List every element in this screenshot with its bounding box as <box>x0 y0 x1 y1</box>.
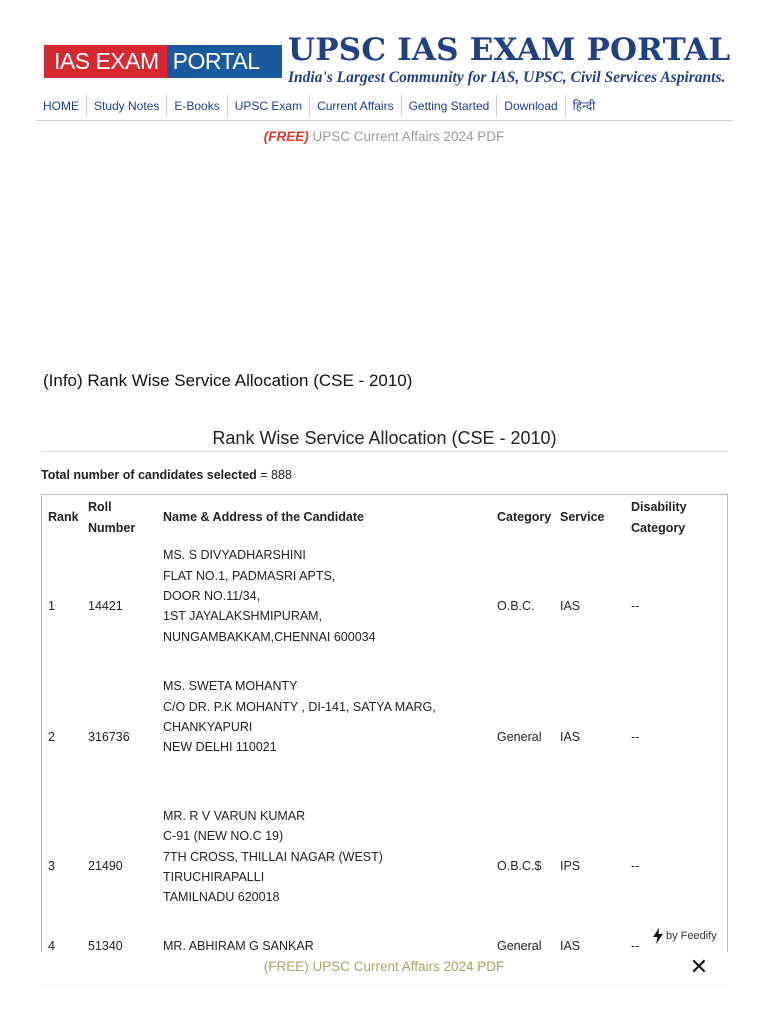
header-number: Number <box>88 521 136 535</box>
row-2-address-2: CHANKYAPURI <box>163 720 253 734</box>
row-1-category: O.B.C. <box>497 599 535 613</box>
row-3-roll: 21490 <box>88 859 123 873</box>
row-2-address-3: NEW DELHI 110021 <box>163 740 277 754</box>
row-1-address-4: NUNGAMBAKKAM,CHENNAI 600034 <box>163 630 376 644</box>
nav-item-e-books[interactable]: E-Books <box>166 95 226 117</box>
row-2-category: General <box>497 730 542 744</box>
row-4-service: IAS <box>560 939 581 952</box>
table-title: Rank Wise Service Allocation (CSE - 2010) <box>41 428 728 452</box>
feedify-badge[interactable] <box>652 928 717 944</box>
logo-left-text: IAS EXAM <box>44 45 167 78</box>
row-1-address-1: FLAT NO.1, PADMASRI APTS, <box>163 569 336 583</box>
row-4-name: MR. ABHIRAM G SANKAR <box>163 939 314 952</box>
row-4-roll: 51340 <box>88 939 123 952</box>
row-2-roll: 316736 <box>88 730 130 744</box>
row-1-service: IAS <box>560 599 581 613</box>
promo-bottom-link[interactable]: (FREE) UPSC Current Affairs 2024 PDF <box>263 959 505 974</box>
row-3-disability: -- <box>631 859 640 873</box>
post-title: (Info) Rank Wise Service Allocation (CSE - 2010) <box>43 371 413 390</box>
nav-item-hindi[interactable]: हिन्दी <box>565 95 603 117</box>
row-4-category: General <box>497 939 542 952</box>
header-rank: Rank <box>48 510 79 524</box>
header-disability: Disability <box>631 500 687 514</box>
site-title[interactable]: UPSC IAS EXAM PORTAL <box>288 32 731 68</box>
promo-free-label: (FREE) <box>263 129 309 144</box>
nav-item-current-affairs[interactable]: Current Affairs <box>309 95 400 117</box>
total-label: Total number of candidates selected <box>41 468 257 482</box>
header-category: Category <box>497 510 552 524</box>
row-3-name: MR. R V VARUN KUMAR <box>163 809 306 823</box>
lightning-icon <box>652 928 664 944</box>
row-4-rank: 4 <box>48 939 55 952</box>
header-name-address: Name & Address of the Candidate <box>163 510 364 524</box>
promo-top-link[interactable] <box>0 129 768 144</box>
row-2-address-1: C/O DR. P.K MOHANTY , DI-141, SATYA MARG, <box>163 700 436 714</box>
logo-right-text: PORTAL <box>167 45 282 78</box>
close-icon[interactable]: ✕ <box>689 954 709 979</box>
nav-item-download[interactable]: Download <box>496 95 564 117</box>
nav-item-study-notes[interactable]: Study Notes <box>86 95 166 117</box>
site-header <box>0 0 768 90</box>
nav-item-upsc-exam[interactable]: UPSC Exam <box>227 95 309 117</box>
row-2-disability: -- <box>631 730 640 744</box>
main-nav <box>36 92 733 121</box>
site-logo[interactable] <box>44 45 282 78</box>
row-3-rank: 3 <box>48 859 55 873</box>
header-roll: Roll <box>88 500 112 514</box>
row-1-address-2: DOOR NO.11/34, <box>163 589 261 603</box>
site-tagline: India's Largest Community for IAS, UPSC, Civil Services Aspirants. <box>288 69 726 86</box>
bottom-divider <box>42 985 728 986</box>
row-4-disability: -- <box>631 939 640 952</box>
header-disability-category: Category <box>631 521 686 535</box>
row-3-address-1: C-91 (NEW NO.C 19) <box>163 829 284 843</box>
row-2-name: MS. SWETA MOHANTY <box>163 679 298 693</box>
row-1-roll: 14421 <box>88 599 123 613</box>
row-2-service: IAS <box>560 730 581 744</box>
total-candidates <box>41 468 292 482</box>
row-3-address-4: TAMILNADU 620018 <box>163 890 280 904</box>
header-service: Service <box>560 510 605 524</box>
row-3-service: IPS <box>560 859 581 873</box>
row-1-rank: 1 <box>48 599 55 613</box>
feedify-label: by Feedify <box>666 930 717 942</box>
nav-item-getting-started[interactable]: Getting Started <box>401 95 497 117</box>
row-2-rank: 2 <box>48 730 55 744</box>
row-1-name: MS. S DIVYADHARSHINI <box>163 548 306 562</box>
allocation-table <box>41 494 728 952</box>
row-3-address-3: TIRUCHIRAPALLI <box>163 870 265 884</box>
total-value: = 888 <box>260 468 292 482</box>
promo-top-text: UPSC Current Affairs 2024 PDF <box>312 129 505 144</box>
nav-item-home[interactable]: HOME <box>43 99 79 113</box>
row-1-address-3: 1ST JAYALAKSHMIPURAM, <box>163 609 323 623</box>
row-3-address-2: 7TH CROSS, THILLAI NAGAR (WEST) <box>163 850 383 864</box>
row-3-category: O.B.C.$ <box>497 859 542 873</box>
row-1-disability: -- <box>631 599 640 613</box>
